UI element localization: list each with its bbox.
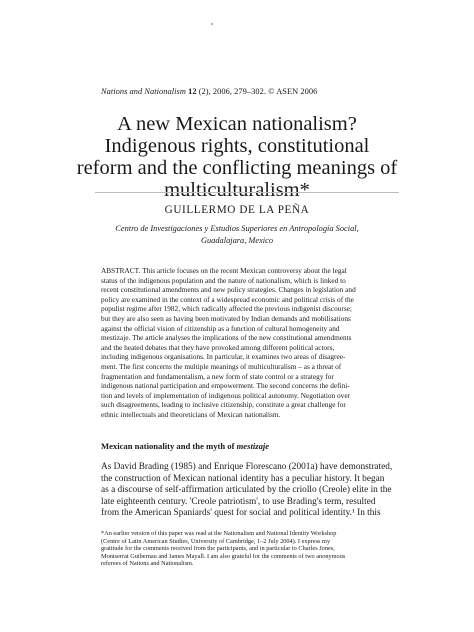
abstract-line: such disagreements, leading to inclusive citizenship, constitute a great challenge for bbox=[101, 400, 346, 410]
journal-volume: 12 bbox=[188, 87, 197, 96]
abstract-line: ethnic intellectuals and theoreticians of Mexican nationalism. bbox=[101, 409, 281, 419]
abstract-line: including indigenous organisations. In particular, it examines two areas of disagree- bbox=[101, 352, 346, 362]
title-divider bbox=[95, 192, 399, 193]
abstract-line: populist regime after 1982, which radically affected the previous indigenist discourse; bbox=[101, 304, 352, 314]
body-line: the construction of Mexican national identity has a peculiar history. It began bbox=[101, 473, 385, 484]
abstract-line: tion and levels of implementation of indigenous political autonomy. Negotiation over bbox=[101, 390, 350, 400]
abstract-line: fragmentation and fundamentalism, a new form of state control or a strategy for bbox=[101, 371, 334, 381]
footnote bbox=[101, 530, 401, 568]
journal-issue-pages: (2), 2006, 279–302. © ASEN 2006 bbox=[198, 87, 318, 96]
title-line: reform and the conflicting meanings of bbox=[76, 157, 398, 179]
journal-citation bbox=[101, 87, 431, 96]
footnote-line: (Centre of Latin American Studies, University of Cambridge, 1–2 July 2004). I express my bbox=[101, 537, 331, 545]
scan-speck bbox=[211, 23, 213, 25]
abstract-line: recent constitutional amendments and new policy strategies. Changes in legislation and bbox=[101, 285, 356, 295]
affiliation-line: Guadalajara, Mexico bbox=[200, 235, 274, 245]
body-line: late eighteenth century. 'Creole patriotism', to use Brading's term, resulted bbox=[101, 496, 376, 507]
abstract-line: ABSTRACT. This article focuses on the recent Mexican controversy about the legal bbox=[101, 266, 347, 275]
footnote-line: Montserrat Guibernau and James Mayall. I am also grateful for the comments of two anonymous bbox=[101, 552, 346, 560]
abstract-line: status of the indigenous population and the nature of nationalism, which is linked to bbox=[101, 275, 346, 285]
abstract-line: ment. The first concerns the multiple meanings of multiculturalism – as a threat of bbox=[101, 361, 342, 371]
abstract-line: policy are examined in the context of a widespread economic and political crisis of the bbox=[101, 294, 354, 304]
body-line: as a discourse of self-affirmation articulated by the criollo (Creole) elite in the bbox=[101, 485, 392, 496]
title-line: A new Mexican nationalism? bbox=[117, 113, 357, 135]
section-heading-italic: mestizaje bbox=[236, 441, 270, 451]
section-heading bbox=[101, 441, 401, 451]
abstract-line: and the heated debates that they have provoked among different political actors, bbox=[101, 342, 335, 352]
title-line: multiculturalism* bbox=[164, 179, 310, 201]
title-line: Indigenous rights, constitutional bbox=[104, 135, 370, 157]
author-name: GUILLERMO DE LA PEÑA bbox=[164, 204, 310, 216]
article-title bbox=[60, 113, 414, 201]
abstract-line: but they are also seen as having been motivated by Indian demands and mobilisations bbox=[101, 313, 351, 323]
author-affiliation bbox=[60, 223, 414, 246]
abstract-line: mestizaje. The article analyses the implications of the new constitutional amendments bbox=[101, 333, 352, 343]
body-line: from the American Spaniards' quest for social and political identity.¹ In this bbox=[101, 508, 381, 519]
abstract-line: indigenous national participation and empowerment. The second concerns the defini- bbox=[101, 381, 350, 391]
footnote-line: *An earlier version of this paper was read at the Nationalism and National Identity Workshop bbox=[101, 530, 337, 537]
footnote-line: gratitude for the comments received from the participants, and in particular to Charles Jones, bbox=[101, 545, 335, 553]
body-line: As David Brading (1985) and Enrique Florescano (2001a) have demonstrated, bbox=[101, 462, 393, 472]
section-heading-text: Mexican nationality and the myth of bbox=[101, 441, 235, 451]
abstract-line: against the official vision of citizenship as a function of cultural homogeneity and bbox=[101, 323, 340, 333]
footnote-line: referees of Nations and Nationalism. bbox=[101, 560, 194, 568]
affiliation-line: Centro de Investigaciones y Estudios Superiores en Antropología Social, bbox=[115, 224, 359, 233]
body-paragraph bbox=[101, 462, 401, 520]
journal-name: Nations and Nationalism bbox=[101, 87, 186, 96]
abstract bbox=[101, 266, 397, 420]
